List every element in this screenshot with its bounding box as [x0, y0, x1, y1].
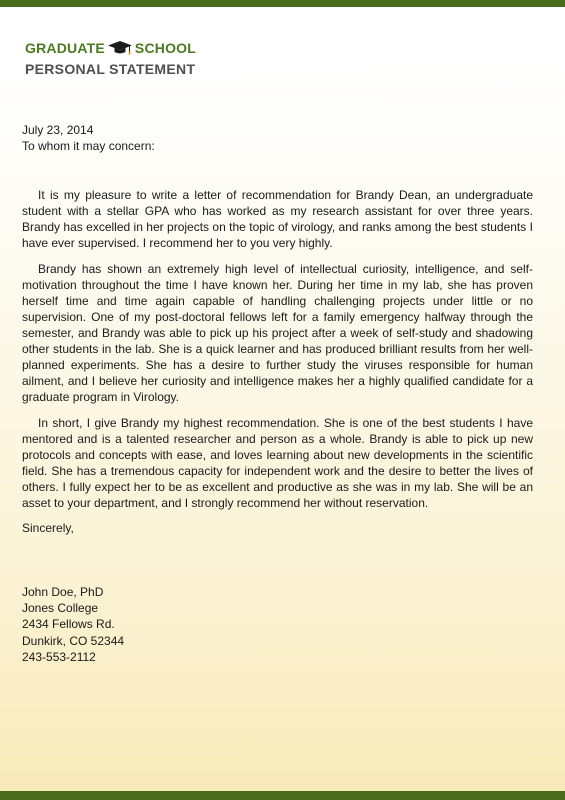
signature-city: Dunkirk, CO 52344 — [22, 633, 125, 648]
signature-name: John Doe, PhD — [22, 585, 104, 599]
signature-phone: 243-553-2112 — [22, 649, 96, 664]
letter-paragraph-2: Brandy has shown an extremely high level of intellectual curiosity, intelligence, and self-motivation throughout the time I have known her. During her time in my lab, she has proven herself time and time again capable of handling challenging projects under little or no supervision. One of my post-doctoral fellows left for a family emergency halfway through the semester, and Brandy was able to pick up his project after a week of self-study and shadowing other students in the lab. She is a quick learner and has produced brilliant results from her well-planned experiments. She has a desire to further study the viruses responsible for human ailment, and I believe her curiosity and intelligence makes her a highly qualified candidate for a graduate program in Virology. — [22, 262, 533, 404]
letter-paragraph-1: It is my pleasure to write a letter of recommendation for Brandy Dean, an undergraduate student with a stellar GPA who has worked as my research assistant for over three years. Brandy has excelled in her projects on the topic of virology, and ranks among the best students I have ever supervised. I recommend her to you very highly. — [22, 188, 533, 250]
letter-closing: Sincerely, — [22, 521, 74, 535]
letter-paragraph-3: In short, I give Brandy my highest recommendation. She is one of the best students I have mentored and is a talented researcher and person as a whole. Brandy is able to pick up new protocols and concepts with ease, and loves learning about new developments in the scientific field. She has a tremendous capacity for independent work and the desire to better the lives of others. I fully expect her to be as excellent and productive as she was in my lab. She will be an asset to your department, and I strongly recommend her without reservation. — [22, 416, 533, 510]
signature-street: 2434 Fellows Rd. — [22, 617, 115, 632]
letter-greeting: To whom it may concern: — [22, 139, 155, 153]
letter-date: July 23, 2014 — [22, 123, 94, 137]
letter-body — [22, 122, 533, 665]
logo-block — [0, 30, 240, 80]
bottom-border-band — [0, 791, 565, 800]
graduation-cap-icon — [107, 40, 133, 56]
signature-block — [22, 584, 533, 665]
logo-word-school: SCHOOL — [134, 40, 196, 57]
top-border-band — [0, 0, 565, 7]
signature-institution: Jones College — [22, 601, 99, 616]
logo-subtitle: PERSONAL STATEMENT — [25, 61, 196, 77]
logo-word-graduate: GRADUATE — [25, 40, 105, 57]
logo-title — [25, 39, 196, 56]
